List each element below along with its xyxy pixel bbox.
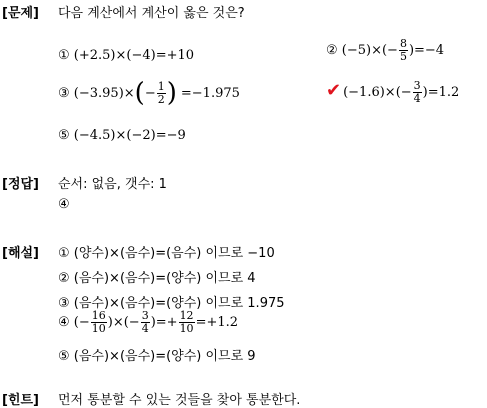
fraction-numerator: 16 [91,309,106,322]
explanation-3: ③ (음수)×(음수)=(양수) 이므로 1.975 [58,296,285,311]
fraction-denominator: 4 [413,91,421,105]
fraction-denominator: 5 [399,49,407,63]
fraction-denominator: 10 [179,321,194,335]
choice-2-fraction [399,38,408,62]
choice-2-post: )=−4 [408,42,445,58]
problem-label: [문제] [2,6,39,21]
answer-line-1: 순서: 없음, 갯수: 1 [58,177,167,192]
explanation-4-fraction-2 [141,310,150,334]
choice-3-fraction [157,81,166,105]
checkmark-icon: ✔ [326,79,342,101]
choice-3-minus: − [144,85,156,101]
answer-label: [정답] [2,177,39,192]
choice-2-pre: ② (−5)×(− [326,42,398,58]
left-paren: ( [134,78,145,108]
choice-4-fraction [413,80,422,104]
fraction-numerator: 3 [141,309,149,322]
hint-text: 먼저 통분할 수 있는 것들을 찾아 통분한다. [58,393,301,408]
hint-label: [힌트] [2,393,39,408]
explanation-4-mid2: )=+ [150,314,178,330]
choice-3 [58,80,240,106]
answer-line-2: ④ [58,197,70,212]
explanation-2: ② (음수)×(음수)=(양수) 이므로 4 [58,271,256,286]
fraction-denominator: 10 [91,321,106,335]
choice-3-pre: ③ (−3.95)× [58,85,135,101]
problem-question: 다음 계산에서 계산이 옳은 것은? [58,6,245,21]
explanation-4-mid: )×(− [107,314,140,330]
explanation-1: ① (양수)×(음수)=(음수) 이므로 −10 [58,246,275,261]
explanation-4-fraction-1 [91,310,107,334]
explanation-4 [58,310,238,334]
explanation-4-pre: ④ (− [58,314,90,330]
choice-1: ① (+2.5)×(−4)=+10 [58,48,195,63]
fraction-numerator: 3 [413,79,421,92]
fraction-numerator: 12 [179,309,194,322]
explanation-5: ⑤ (음수)×(음수)=(양수) 이므로 9 [58,349,256,364]
explanation-label: [해설] [2,246,39,261]
choice-5: ⑤ (−4.5)×(−2)=−9 [58,128,186,143]
choice-3-post: =−1.975 [180,85,240,101]
choice-2 [326,38,444,62]
fraction-numerator: 1 [157,79,165,93]
explanation-4-post: =+1.2 [195,314,239,330]
fraction-denominator: 4 [141,321,149,335]
fraction-denominator: 2 [157,92,165,106]
fraction-numerator: 8 [399,37,407,50]
choice-4 [326,80,459,104]
explanation-4-fraction-3 [179,310,195,334]
choice-4-pre: (−1.6)×(− [343,84,412,100]
choice-4-post: )=1.2 [422,84,460,100]
right-paren: ) [166,78,177,108]
